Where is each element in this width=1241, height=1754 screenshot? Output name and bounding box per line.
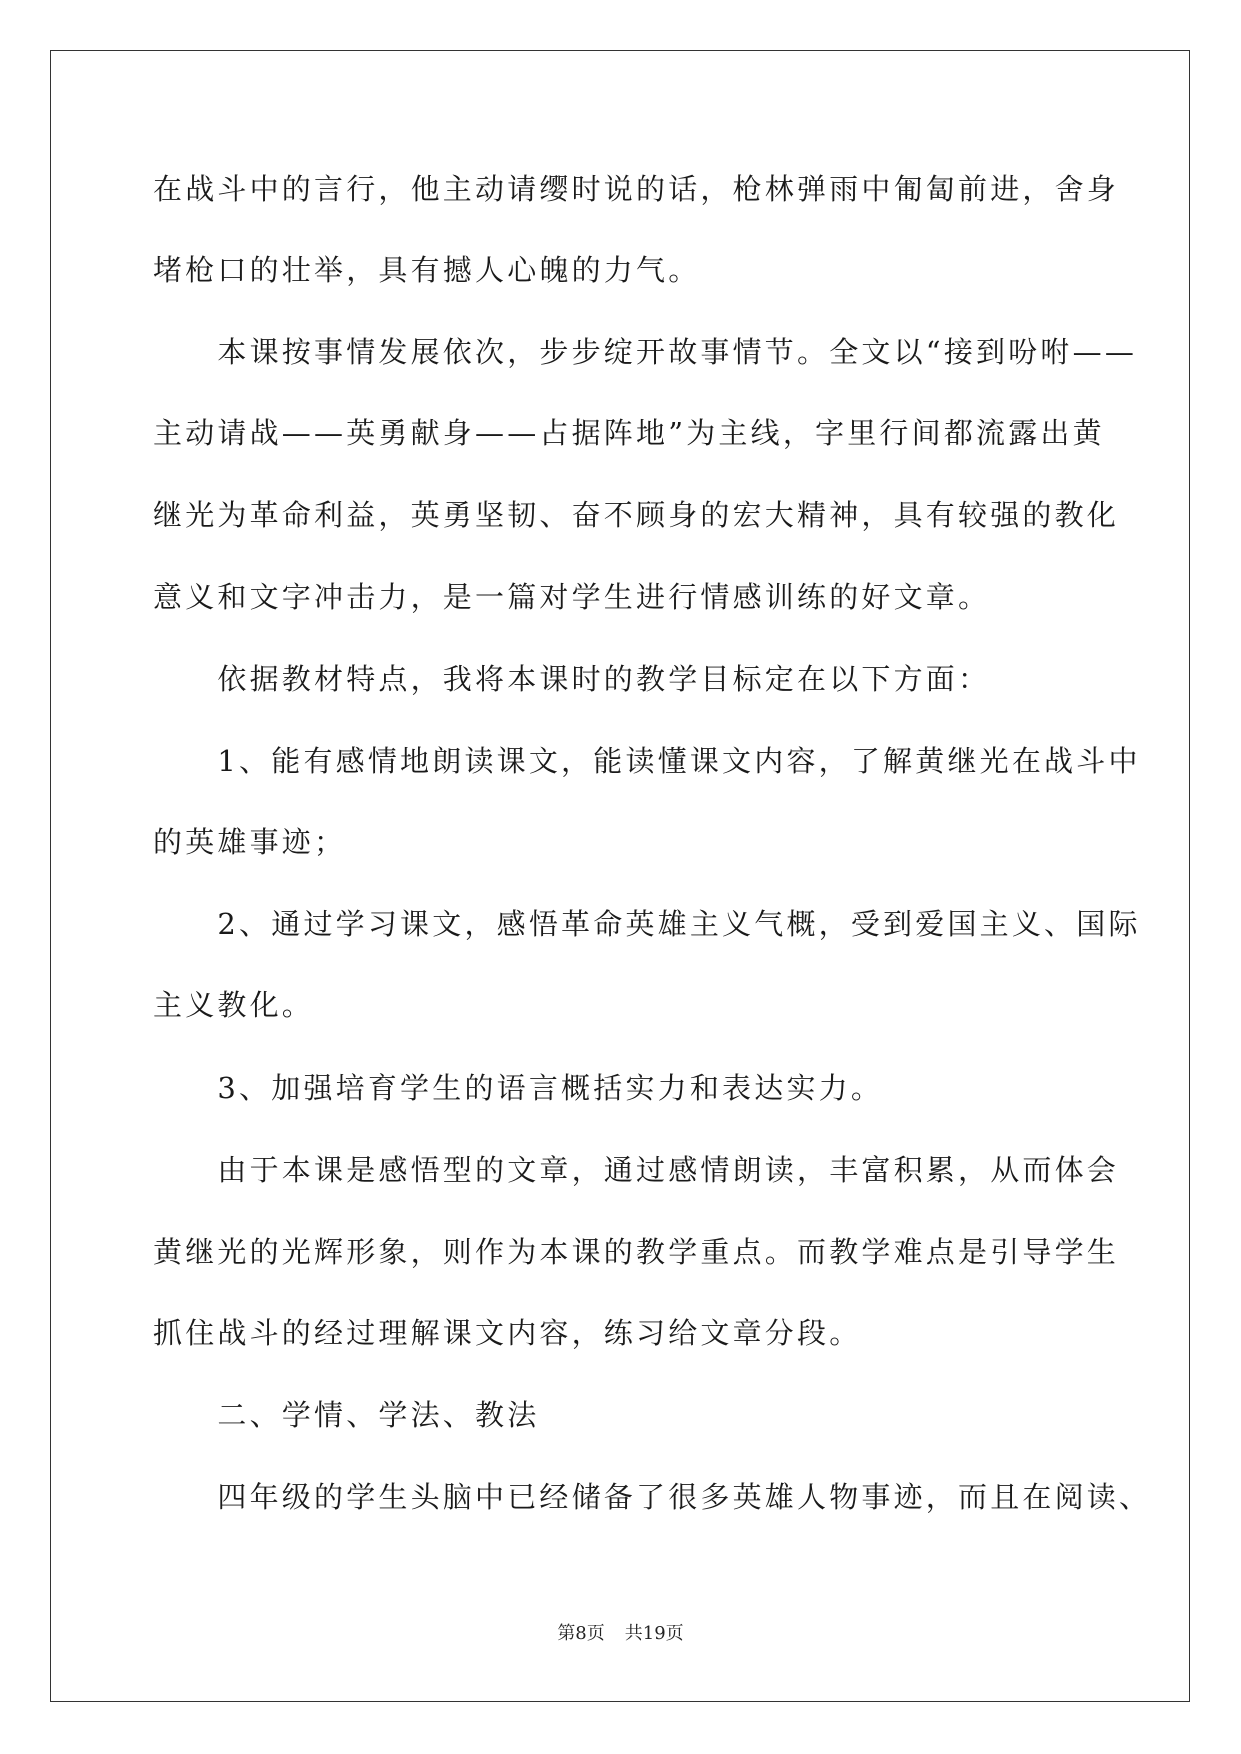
text-line-14: 黄继光的光辉形象，则作为本课的教学重点。而教学难点是引导学生 (153, 1235, 1120, 1269)
text-line-3: 本课按事情发展依次，步步绽开故事情节。全文以“接到吩咐—— (153, 335, 1138, 369)
text-line-6: 意义和文字冲击力，是一篇对学生进行情感训练的好文章。 (153, 580, 991, 614)
page-border (50, 50, 1190, 1702)
text-line-5: 继光为革命利益，英勇坚韧、奋不顾身的宏大精神，具有较强的教化 (153, 498, 1120, 532)
text-line-17: 四年级的学生头脑中已经储备了很多英雄人物事迹，而且在阅读、 (153, 1480, 1152, 1514)
text-line-12: 3、加强培育学生的语言概括实力和表达实力。 (153, 1071, 884, 1105)
text-line-1: 在战斗中的言行，他主动请缨时说的话，枪林弹雨中匍匐前进，舍身 (153, 172, 1120, 206)
text-line-2: 堵枪口的壮举，具有撼人心魄的力气。 (153, 253, 701, 287)
page-footer (0, 1622, 1241, 1646)
text-line-9: 的英雄事迹； (153, 825, 347, 859)
text-line-15: 抓住战斗的经过理解课文内容，练习给文章分段。 (153, 1316, 862, 1350)
text-line-4: 主动请战——英勇献身——占据阵地”为主线，字里行间都流露出黄 (153, 416, 1105, 450)
text-line-7: 依据教材特点，我将本课时的教学目标定在以下方面： (153, 662, 991, 696)
text-line-10: 2、通过学习课文，感悟革命英雄主义气概，受到爱国主义、国际 (153, 907, 1141, 941)
page-number: 第8页 (557, 1623, 605, 1644)
text-line-13: 由于本课是感悟型的文章，通过感情朗读，丰富积累，从而体会 (153, 1153, 1120, 1187)
text-line-11: 主义教化。 (153, 988, 315, 1022)
text-line-8: 1、能有感情地朗读课文，能读懂课文内容，了解黄继光在战斗中 (153, 744, 1141, 778)
text-line-16: 二、学情、学法、教法 (153, 1398, 540, 1432)
page-total: 共19页 (624, 1623, 684, 1644)
